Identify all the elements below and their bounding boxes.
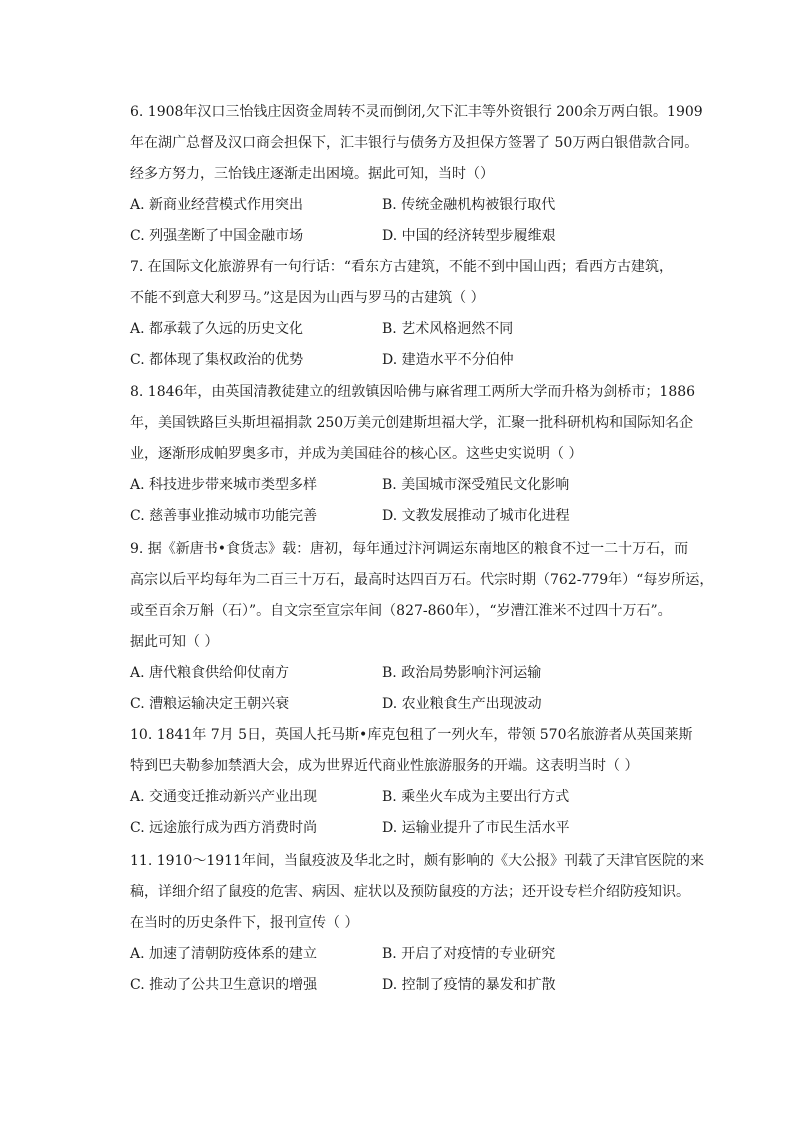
options-row	[130, 689, 710, 720]
question-10	[130, 720, 710, 844]
question-stem-line: 业，逐渐形成帕罗奥多市，并成为美国硅谷的核心区。这些史实说明（ ）	[130, 446, 583, 462]
option-c[interactable]: C. 远途旅行成为西方消费时尚	[130, 820, 318, 836]
options-row	[130, 813, 710, 844]
question-9	[130, 534, 714, 720]
options-row	[130, 190, 710, 221]
options-row	[130, 782, 710, 813]
option-d[interactable]: D. 文教发展推动了城市化进程	[382, 508, 570, 524]
option-c[interactable]: C. 列强垄断了中国金融市场	[130, 228, 304, 244]
option-a[interactable]: A. 都承载了久远的历史文化	[130, 321, 304, 337]
option-c[interactable]: C. 慈善事业推动城市功能完善	[130, 508, 318, 524]
question-stem-line: 高宗以后平均每年为二百三十万石，最高时达四百万石。代宗时期（762-779年）“每岁所运，	[130, 572, 714, 588]
options-row	[130, 221, 710, 252]
option-d[interactable]: D. 农业粮食生产出现波动	[382, 696, 542, 712]
option-a[interactable]: A. 交通变迁推动新兴产业出现	[130, 789, 318, 805]
option-b[interactable]: B. 乘坐火车成为主要出行方式	[382, 789, 570, 805]
question-stem-line: 9. 据《新唐书•食货志》载：唐初，每年通过汴河调运东南地区的粮食不过一二十万石，而	[130, 541, 689, 557]
question-stem-line: 特到巴夫勒参加禁酒大会，成为世界近代商业性旅游服务的开端。这表明当时（ ）	[130, 758, 639, 774]
option-b[interactable]: B. 美国城市深受殖民文化影响	[382, 477, 570, 493]
option-a[interactable]: A. 唐代粮食供给仰仗南方	[130, 665, 290, 681]
question-stem-line: 7. 在国际文化旅游界有一句行话：“看东方古建筑，不能不到中国山西；看西方古建筑，	[130, 259, 673, 275]
option-c[interactable]: C. 漕粮运输决定王朝兴衰	[130, 696, 290, 712]
options-row	[130, 470, 710, 501]
options-row	[130, 939, 710, 970]
option-a[interactable]: A. 新商业经营模式作用突出	[130, 197, 304, 213]
option-b[interactable]: B. 开启了对疫情的专业研究	[382, 946, 556, 962]
question-stem-line: 据此可知（ ）	[130, 634, 219, 650]
question-11	[130, 846, 710, 1001]
question-stem-line: 经多方努力，三怡钱庄逐渐走出困境。据此可知，当时（）	[130, 166, 494, 182]
option-b[interactable]: B. 传统金融机构被银行取代	[382, 197, 556, 213]
options-row	[130, 658, 710, 689]
options-row	[130, 345, 710, 376]
option-a[interactable]: A. 加速了清朝防疫体系的建立	[130, 946, 318, 962]
question-6	[130, 97, 710, 252]
question-stem-line: 6. 1908年汉口三怡钱庄因资金周转不灵而倒闭,欠下汇丰等外资银行 200余万两白银。1909	[130, 104, 703, 120]
option-d[interactable]: D. 中国的经济转型步履维艰	[382, 228, 556, 244]
question-stem-line: 8. 1846年，由英国清教徒建立的纽敦镇因哈佛与麻省理工两所大学而升格为剑桥市；1886	[130, 384, 696, 400]
question-stem-line: 11. 1910～1911年间，当鼠疫波及华北之时，颇有影响的《大公报》刊载了天津官医院的来	[130, 853, 704, 869]
option-b[interactable]: B. 政治局势影响汴河运输	[382, 665, 542, 681]
option-c[interactable]: C. 都体现了集权政治的优势	[130, 352, 304, 368]
question-stem-line: 不能不到意大利罗马。”这是因为山西与罗马的古建筑（ ）	[130, 290, 485, 306]
question-stem-line: 稿，详细介绍了鼠疫的危害、病因、症状以及预防鼠疫的方法；还开设专栏介绍防疫知识。	[130, 884, 690, 900]
option-d[interactable]: D. 控制了疫情的暴发和扩散	[382, 977, 556, 993]
question-8	[130, 377, 710, 532]
options-row	[130, 970, 710, 1001]
options-row	[130, 501, 710, 532]
question-7	[130, 252, 710, 376]
question-stem-line: 年，美国铁路巨头斯坦福捐款 250万美元创建斯坦福大学，汇聚一批科研机构和国际知名企	[130, 415, 694, 431]
option-b[interactable]: B. 艺术风格迥然不同	[382, 321, 514, 337]
option-d[interactable]: D. 运输业提升了市民生活水平	[382, 820, 570, 836]
question-stem-line: 年在湖广总督及汉口商会担保下，汇丰银行与债务方及担保方签署了 50万两白银借款合同。	[130, 135, 699, 151]
option-a[interactable]: A. 科技进步带来城市类型多样	[130, 477, 318, 493]
question-stem-line: 在当时的历史条件下，报刊宣传（ ）	[130, 915, 359, 931]
option-c[interactable]: C. 推动了公共卫生意识的增强	[130, 977, 318, 993]
question-stem-line: 或至百余万斛（石）”。自文宗至宣宗年间（827-860年），“岁漕江淮米不过四十万石”。	[130, 603, 672, 619]
options-row	[130, 314, 710, 345]
option-d[interactable]: D. 建造水平不分伯仲	[382, 352, 514, 368]
question-stem-line: 10. 1841年 7月 5日，英国人托马斯•库克包租了一列火车，带领 570名旅游者从英国莱斯	[130, 727, 693, 743]
